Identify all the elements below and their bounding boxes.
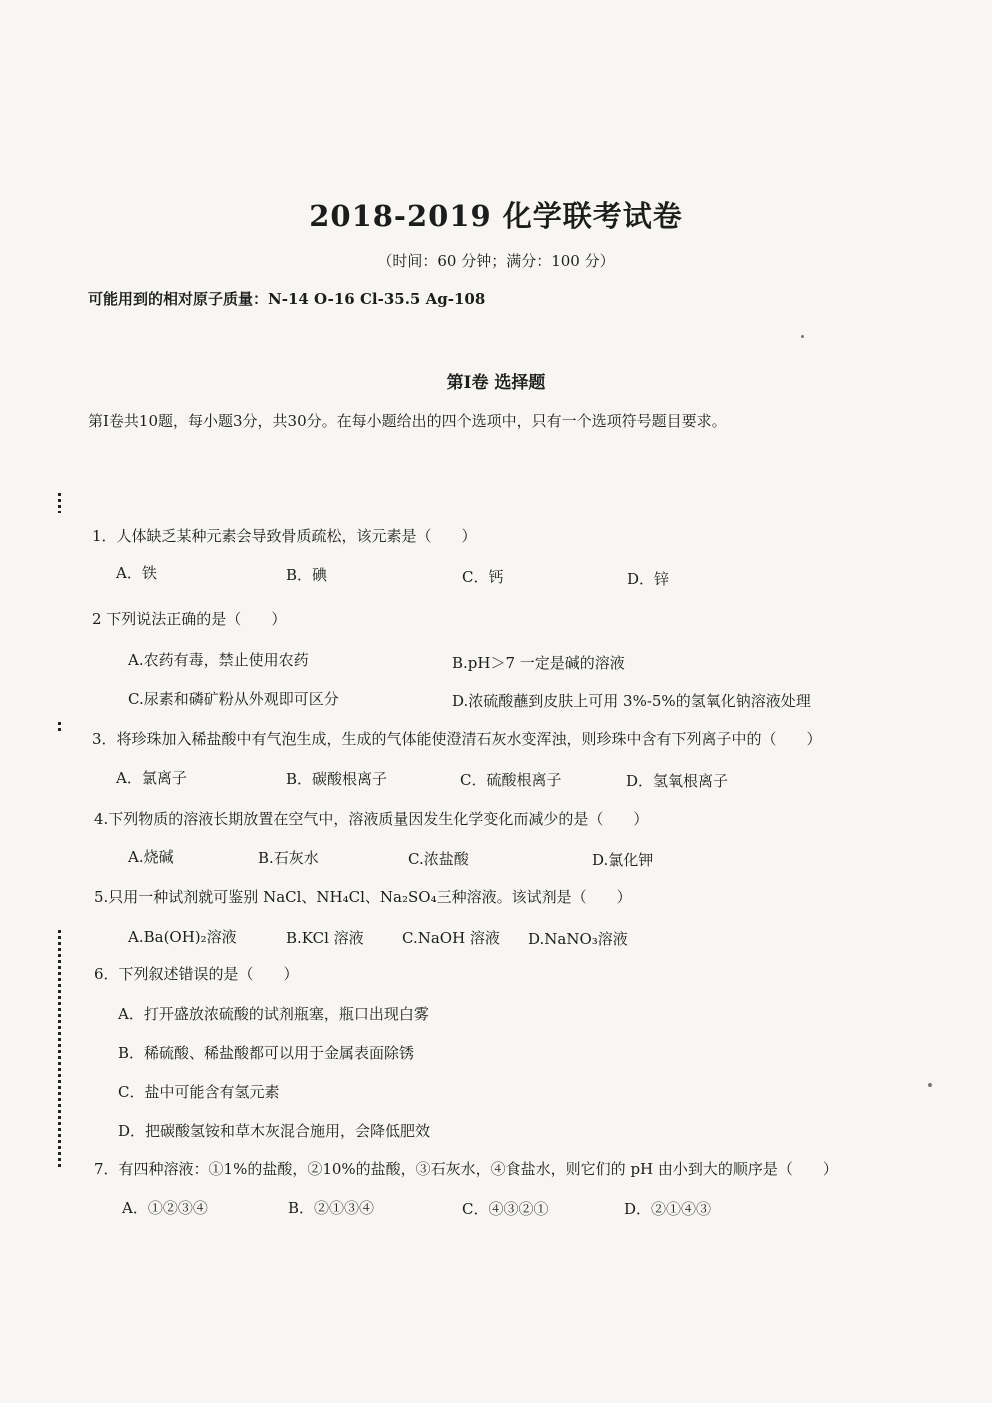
- option: B.石灰水: [258, 849, 319, 867]
- option: C．钙: [462, 568, 504, 586]
- option: D.氯化钾: [592, 851, 654, 869]
- option: A.Ba(OH)₂溶液: [128, 928, 237, 946]
- option: D.NaNO₃溶液: [528, 930, 628, 948]
- scan-speck: [801, 335, 804, 338]
- option: D．氢氧根离子: [626, 772, 729, 790]
- option: C．硫酸根离子: [460, 771, 562, 789]
- option: B．稀硫酸、稀盐酸都可以用于金属表面除锈: [118, 1044, 415, 1062]
- question-stem: 7．有四种溶液：①1%的盐酸，②10%的盐酸，③石灰水，④食盐水，则它们的 pH 由小到大的顺序是（ ）: [94, 1160, 838, 1178]
- option: A．铁: [116, 564, 157, 582]
- scan-speck: [928, 1083, 932, 1087]
- option: B.pH＞7 一定是碱的溶液: [452, 654, 625, 672]
- option: C.尿素和磷矿粉从外观即可区分: [128, 690, 339, 708]
- option: A.农药有毒，禁止使用农药: [128, 651, 309, 669]
- atomic-masses: 可能用到的相对原子质量：N-14 O-16 Cl-35.5 Ag-108: [88, 290, 486, 308]
- option: A．①②③④: [122, 1199, 208, 1217]
- exam-time-score: （时间：60 分钟；满分：100 分）: [377, 252, 615, 270]
- exam-title: 2018-2019 化学联考试卷: [309, 199, 683, 233]
- binding-margin-dots: [58, 722, 61, 734]
- option: B．碳酸根离子: [286, 770, 388, 788]
- question-stem: 4.下列物质的溶液长期放置在空气中，溶液质量因发生化学变化而减少的是（ ）: [94, 810, 649, 828]
- question-stem: 2 下列说法正确的是（ ）: [92, 610, 287, 628]
- option: D.浓硫酸蘸到皮肤上可用 3%-5%的氢氧化钠溶液处理: [452, 692, 811, 710]
- option: A．氯离子: [116, 769, 187, 787]
- option: D．锌: [627, 570, 670, 588]
- option: C.NaOH 溶液: [402, 929, 500, 947]
- question-stem: 5.只用一种试剂就可鉴别 NaCl、NH₄Cl、Na₂SO₄三种溶液。该试剂是（ ）: [94, 888, 632, 906]
- option: B.KCl 溶液: [286, 929, 364, 947]
- option: A.烧碱: [128, 848, 174, 866]
- option: A．打开盛放浓硫酸的试剂瓶塞，瓶口出现白雾: [118, 1005, 429, 1023]
- option: C.浓盐酸: [408, 850, 469, 868]
- section-instructions: 第Ⅰ卷共10题，每小题3分，共30分。在每小题给出的四个选项中，只有一个选项符号题目要求。: [88, 412, 727, 430]
- option: D．②①④③: [624, 1200, 712, 1218]
- question-stem: 3．将珍珠加入稀盐酸中有气泡生成，生成的气体能使澄清石灰水变浑浊，则珍珠中含有下列离子中的（ ）: [92, 730, 822, 748]
- binding-margin-dots: [58, 930, 61, 1170]
- question-stem: 1．人体缺乏某种元素会导致骨质疏松，该元素是（ ）: [92, 527, 477, 545]
- question-stem: 6．下列叙述错误的是（ ）: [94, 965, 299, 983]
- option: B．碘: [286, 566, 328, 584]
- option: C．盐中可能含有氢元素: [118, 1083, 280, 1101]
- option: B．②①③④: [288, 1199, 375, 1217]
- option: C．④③②①: [462, 1200, 549, 1218]
- binding-margin-dots: [58, 493, 61, 513]
- option: D．把碳酸氢铵和草木灰混合施用，会降低肥效: [118, 1122, 431, 1140]
- section-title: 第Ⅰ卷 选择题: [446, 373, 546, 393]
